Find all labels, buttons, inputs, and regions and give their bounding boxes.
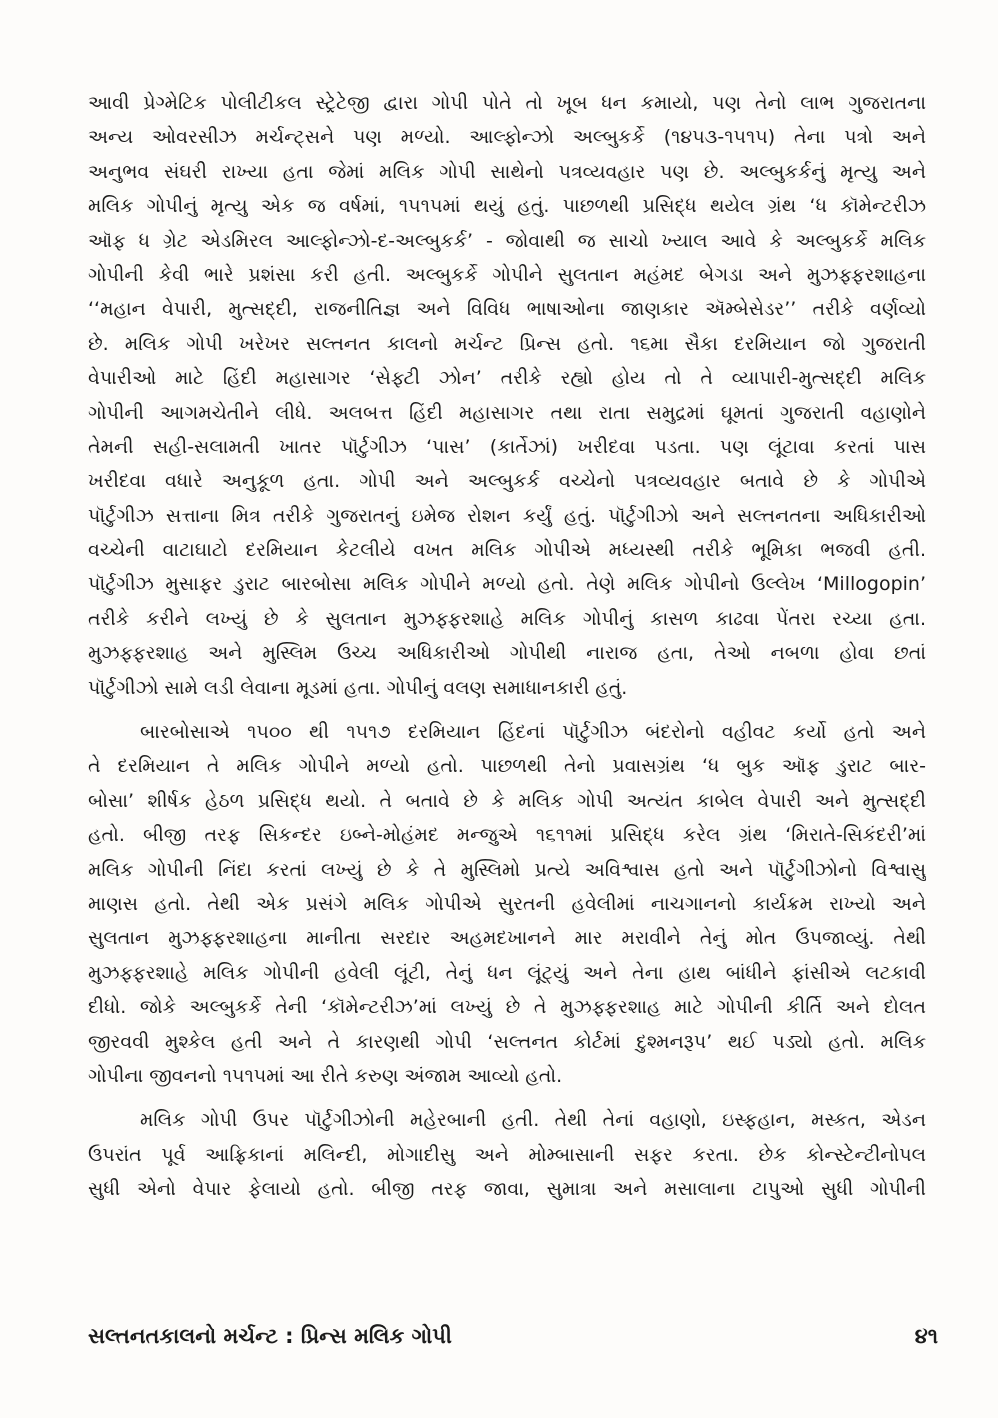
text-line: વેપારીઓ માટે હિંદી મહાસાગર ‘સેફ્ટી ઝોન’ તરીકે રહ્યો હોય તો તે વ્યાપારી-મુત્સદ્દી મલિક [88,367,926,390]
text-line: અન્ય ઓવરસીઝ મર્ચન્ટ્સને પણ મળ્યો. આલ્ફોન્ઝો અલ્બુકર્કે (૧૪૫૩-૧૫૧૫) તેના પત્રો અને [88,126,926,149]
text-line: પૉર્ટુગીઝ સત્તાના મિત્ર તરીકે ગુજરાતનું ઇમેજ રોશન કર્યું હતું. પૉર્ટુગીઝો અને સલ્તનતના અધિકારીઓ [88,504,926,527]
text-line: સુધી એનો વેપાર ફેલાયો હતો. બીજી તરફ જાવા, સુમાત્રા અને મસાલાના ટાપુઓ સુધી ગોપીની [88,1178,926,1201]
text-line: બારબોસાએ ૧૫૦૦ થી ૧૫૧૭ દરમિયાન હિંદનાં પૉર્ટુગીઝ બંદરોનો વહીવટ કર્યો હતો અને [140,721,926,744]
text-line: મુઝફ્ફરશાહે મલિક ગોપીની હવેલી લૂંટી, તેનું ધન લૂંટ્યું અને તેના હાથ બાંધીને ફાંસીએ લટકાવી [88,961,926,984]
paragraph-1 [88,86,926,705]
page-body [88,86,926,1207]
text-line: ‘‘મહાન વેપારી, મુત્સદ્દી, રાજનીતિજ્ઞ અને વિવિધ ભાષાઓના જાણકાર ઍમ્બેસેડર’’ તરીકે વર્ણવ્યો [88,298,926,321]
text-line: અનુભવ સંઘરી રાખ્યા હતા જેમાં મલિક ગોપી સાથેનો પત્રવ્યવહાર પણ છે. અલ્બુકર્કનું મૃત્યુ અને [88,160,926,183]
text-line: વચ્ચેની વાટાઘાટો દરમિયાન કેટલીયે વખત મલિક ગોપીએ મધ્યસ્થી તરીકે ભૂમિકા ભજવી હતી. [88,539,926,562]
paragraph-3 [88,1103,926,1206]
paragraph-2 [88,715,926,1093]
text-line: ઉપરાંત પૂર્વ આફ્રિકાનાં મલિન્દી, મોગાદીસુ અને મોમ્બાસાની સફર કરતા. છેક કોન્સ્ટેન્ટીનોપલ [88,1143,926,1166]
text-line: તરીકે કરીને લખ્યું છે કે સુલતાન મુઝફ્ફરશાહે મલિક ગોપીનું કાસળ કાઢવા પેંતરા રચ્યા હતા. [88,607,926,630]
text-line: જીરવવી મુશ્કેલ હતી અને તે કારણથી ગોપી ‘સલ્તનત કોર્ટમાં દુશ્મનરૂપ’ થઈ પડ્યો હતો. મલિક [88,1030,926,1053]
text-line: બોસા’ શીર્ષક હેઠળ પ્રસિદ્ધ થયો. તે બતાવે છે કે મલિક ગોપી અત્યંત કાબેલ વેપારી અને મુત્સદ્દી [88,789,926,812]
text-line: માણસ હતો. તેથી એક પ્રસંગે મલિક ગોપીએ સુરતની હવેલીમાં નાચગાનનો કાર્યક્રમ રાખ્યો અને [88,892,926,915]
text-line: આવી પ્રેગ્મેટિક પોલીટીકલ સ્ટ્રેટેજી દ્વારા ગોપી પોતે તો ખૂબ ધન કમાયો, પણ તેનો લાભ ગુજરાતના [88,92,926,114]
text-line: હતો. બીજી તરફ સિકન્દર ઇબ્ને-મોહંમદ મન્જુએ ૧૬૧૧માં પ્રસિદ્ધ કરેલ ગ્રંથ ‘મિરાતે-સિકંદરી’માં [88,824,926,847]
text-line: સુલતાન મુઝફ્ફરશાહના માનીતા સરદાર અહમદખાનને માર મરાવીને તેનું મોત ઉપજાવ્યું. તેથી [88,927,926,950]
text-line: મલિક ગોપીનું મૃત્યુ એક જ વર્ષમાં, ૧૫૧૫માં થયું હતું. પાછળથી પ્રસિદ્ધ થયેલ ગ્રંથ ‘ધ કૉમેન્ટરીઝ [88,195,926,218]
page-footer [88,1316,938,1356]
text-line: ગોપીની આગમચેતીને લીધે. અલબત્ત હિંદી મહાસાગર તથા રાતા સમુદ્રમાં ઘૂમતાં ગુજરાતી વહાણોને [88,401,926,424]
text-line: મુઝફ્ફરશાહ અને મુસ્લિમ ઉચ્ચ અધિકારીઓ ગોપીથી નારાજ હતા, તેઓ નબળા હોવા છતાં [88,642,926,665]
text-line: મલિક ગોપીની નિંદા કરતાં લખ્યું છે કે તે મુસ્લિમો પ્રત્યે અવિશ્વાસ હતો અને પૉર્ટુગીઝોનો વિશ્વાસુ [88,858,926,881]
page-number: ૪૧ [914,1323,938,1348]
text-line: દીધો. જોકે અલ્બુકર્કે તેની ‘કૉમેન્ટરીઝ’માં લખ્યું છે તે મુઝફ્ફરશાહ માટે ગોપીની કીર્તિ અને દોલત [88,996,926,1019]
text-line: તે દરમિયાન તે મલિક ગોપીને મળ્યો હતો. પાછળથી તેનો પ્રવાસગ્રંથ ‘ધ બુક ઑફ ડુરાટ બાર- [88,755,926,778]
text-line: પૉર્ટુગીઝ મુસાફર ડુરાટ બારબોસા મલિક ગોપીને મળ્યો હતો. તેણે મલિક ગોપીનો ઉલ્લેખ ‘Millogopin’ [88,573,926,596]
text-line: છે. મલિક ગોપી ખરેખર સલ્તનત કાલનો મર્ચન્ટ પ્રિન્સ હતો. ૧૬મા સૈકા દરમિયાન જો ગુજરાતી [88,332,926,355]
text-line: તેમની સહી-સલામતી ખાતર પૉર્ટુગીઝ ‘પાસ’ (કાર્તેઝાં) ખરીદવા પડતા. પણ લૂંટાવા કરતાં પાસ [88,435,926,458]
text-line: મલિક ગોપી ઉપર પૉર્ટુગીઝોની મહેરબાની હતી. તેથી તેનાં વહાણો, ઇસ્ફહાન, મસ્કત, એડન [140,1109,926,1132]
text-line: ઑફ ધ ગ્રેટ એડમિરલ આલ્ફોન્ઝો-દ-અલ્બુકર્ક’ - જોવાથી જ સાચો ખ્યાલ આવે કે અલ્બુકર્કે મલિક [88,229,926,252]
text-line: ખરીદવા વધારે અનુકૂળ હતા. ગોપી અને અલ્બુકર્ક વચ્ચેનો પત્રવ્યવહાર બતાવે છે કે ગોપીએ [88,470,926,493]
text-line: ગોપીની કેવી ભારે પ્રશંસા કરી હતી. અલ્બુકર્કે ગોપીને સુલતાન મહંમદ બેગડા અને મુઝફ્ફરશાહના [88,263,926,286]
running-title: સલ્તનતકાલનો મર્ચન્ટ : પ્રિન્સ મલિક ગોપી [88,1323,452,1348]
text-line: ગોપીના જીવનનો ૧૫૧૫માં આ રીતે કરુણ અંજામ આવ્યો હતો. [88,1064,563,1087]
text-line: પૉર્ટુગીઝો સામે લડી લેવાના મૂડમાં હતા. ગોપીનું વલણ સમાધાનકારી હતું. [88,676,628,699]
